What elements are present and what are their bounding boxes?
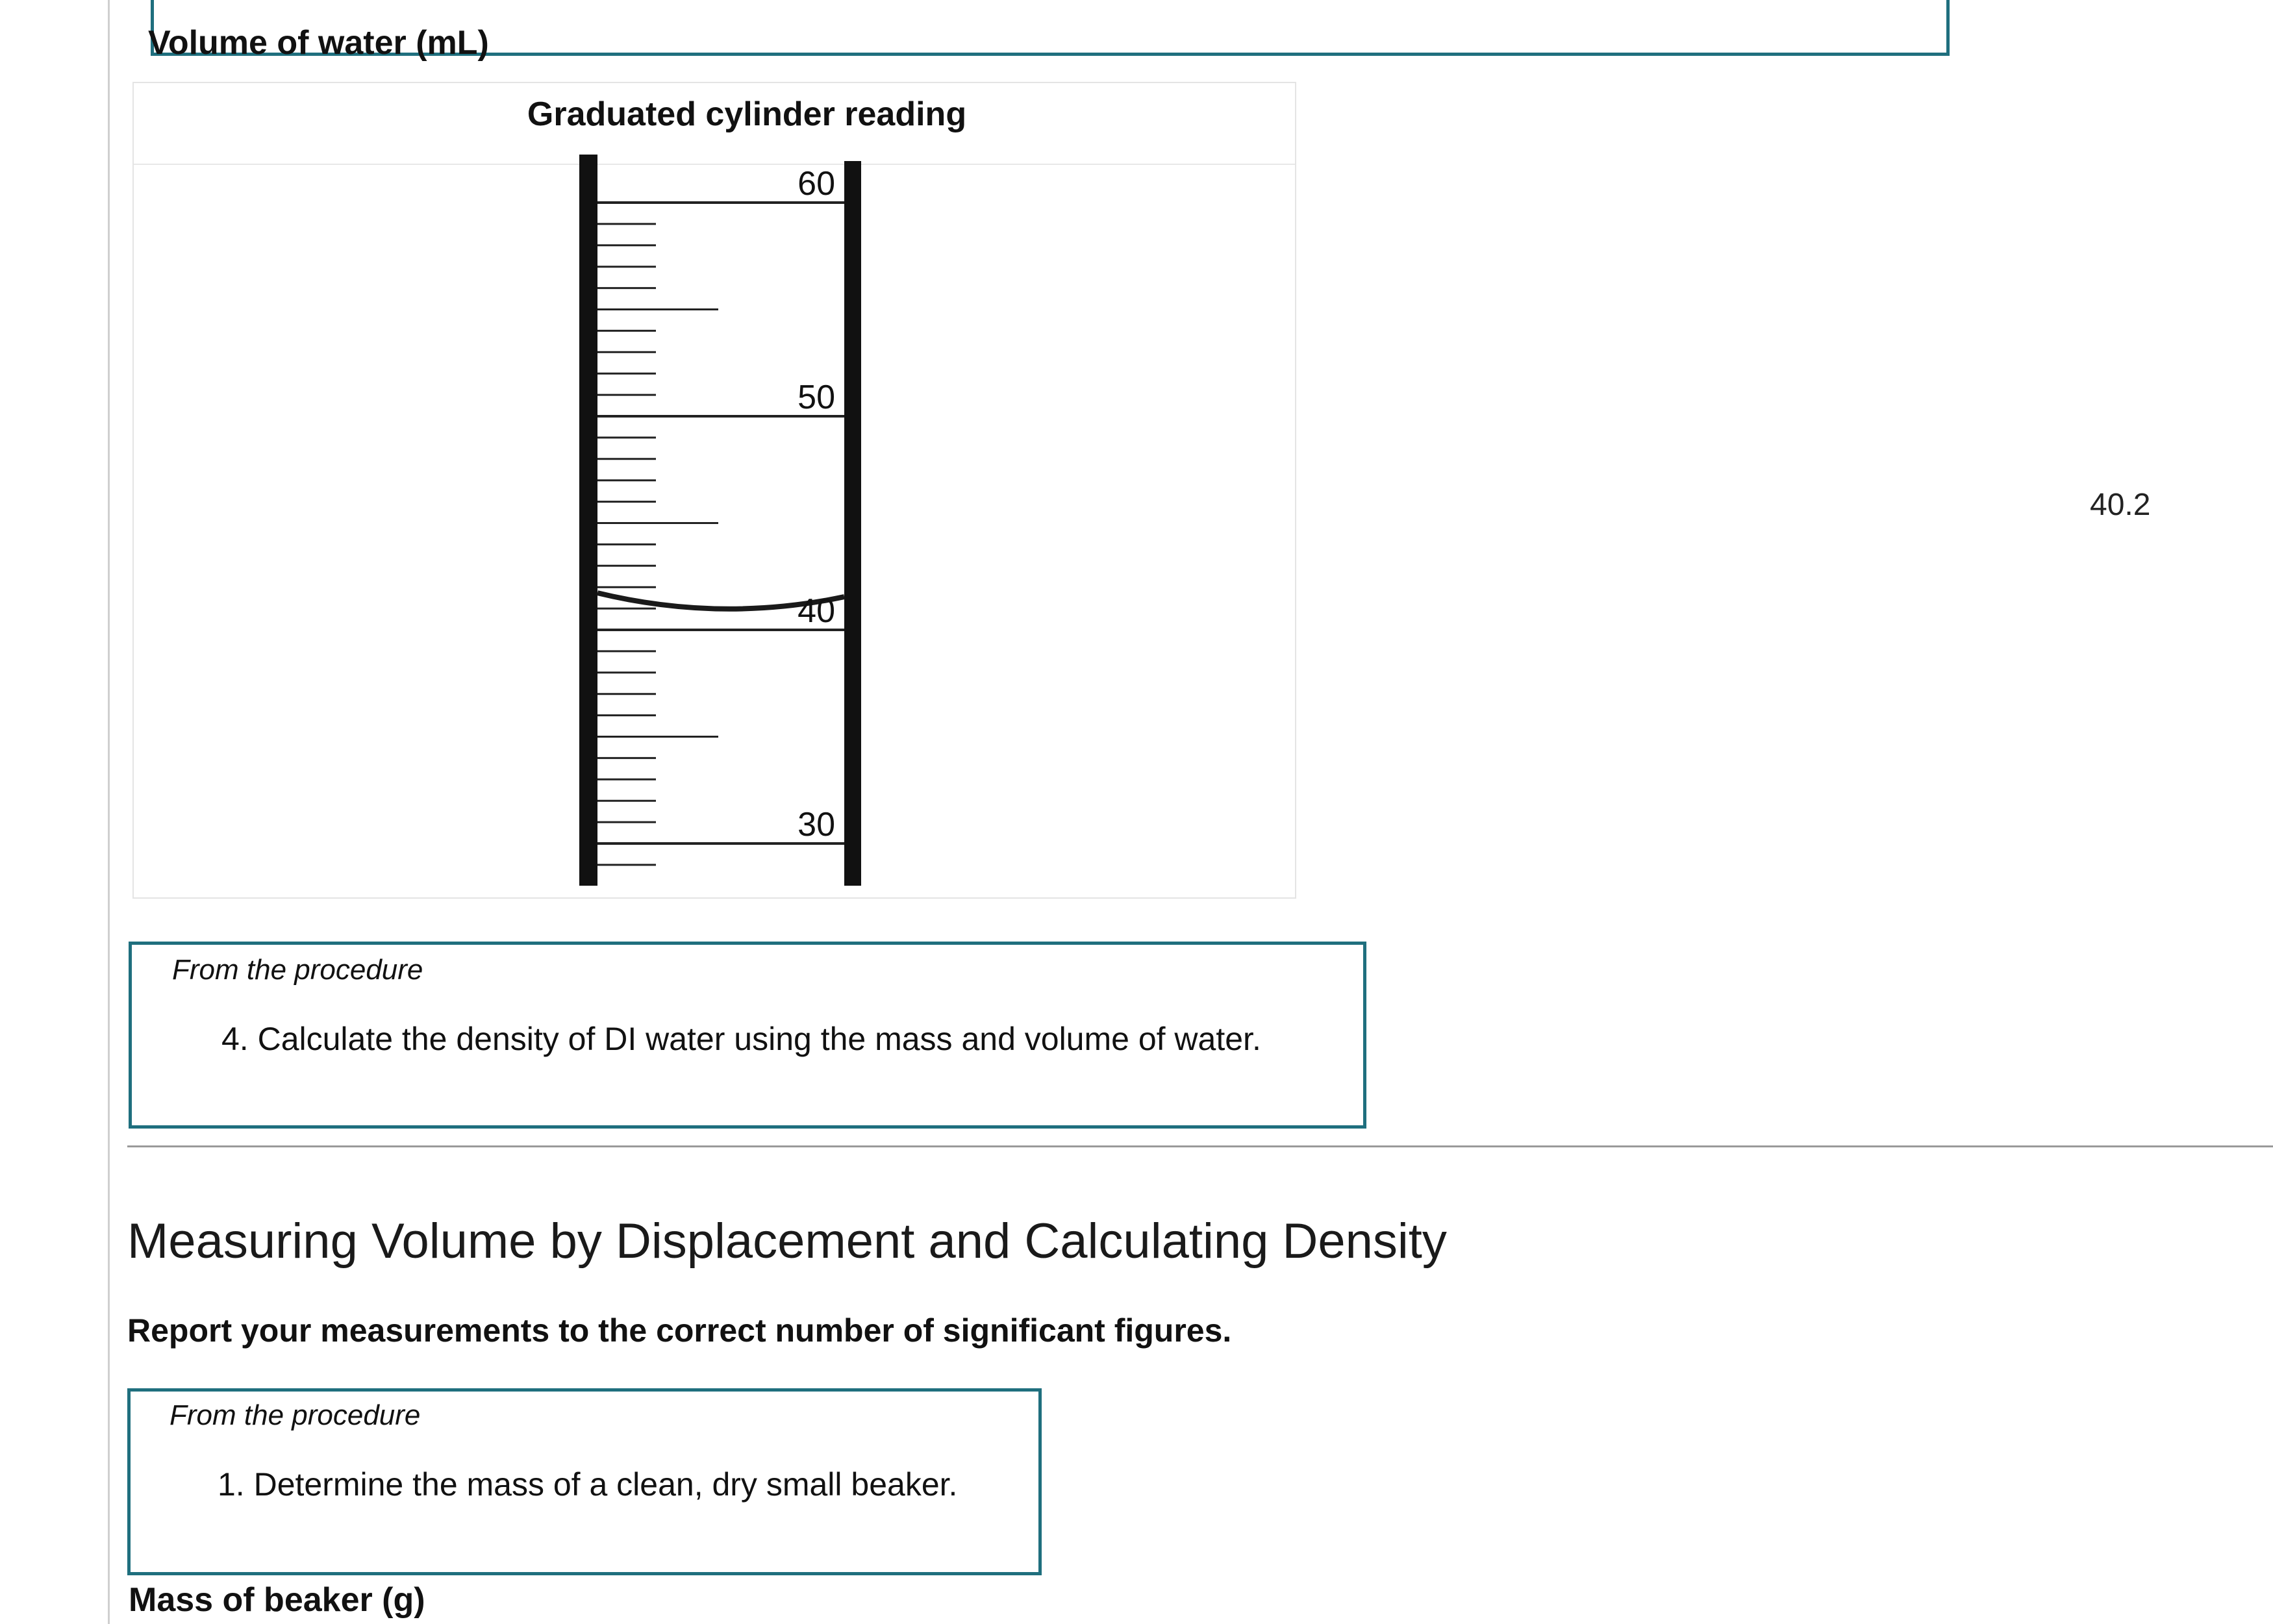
page-left-border	[108, 0, 110, 1624]
figure-title: Graduated cylinder reading	[527, 95, 967, 133]
cylinder-left-wall	[579, 155, 597, 886]
scale-label: 30	[797, 806, 835, 843]
procedure-box-step-1	[127, 1388, 1042, 1575]
cylinder-right-wall	[844, 161, 861, 886]
graduated-cylinder-drawing	[134, 83, 1298, 900]
procedure-step-text: 4. Calculate the density of DI water using the mass and volume of water.	[221, 1021, 1261, 1057]
procedure-heading: From the procedure	[170, 1399, 421, 1431]
scale-label: 40	[797, 592, 835, 630]
volume-of-water-label: Volume of water (mL)	[148, 24, 489, 62]
section-title: Measuring Volume by Displacement and Calculating Density	[127, 1214, 1447, 1269]
scale-label: 50	[797, 379, 835, 416]
significant-figures-instruction: Report your measurements to the correct number of significant figures.	[127, 1312, 1232, 1349]
procedure-heading: From the procedure	[172, 954, 423, 986]
section-divider	[127, 1145, 2273, 1147]
cylinder-scale-labels	[797, 165, 835, 843]
volume-answer-value[interactable]: 40.2	[2090, 488, 2151, 522]
cylinder-tick-marks	[597, 203, 844, 865]
scale-label: 60	[797, 165, 835, 203]
graduated-cylinder-figure	[132, 82, 1296, 899]
procedure-step-text: 1. Determine the mass of a clean, dry small beaker.	[218, 1466, 958, 1503]
mass-of-beaker-label: Mass of beaker (g)	[129, 1581, 425, 1619]
procedure-box-step-4	[129, 942, 1366, 1129]
